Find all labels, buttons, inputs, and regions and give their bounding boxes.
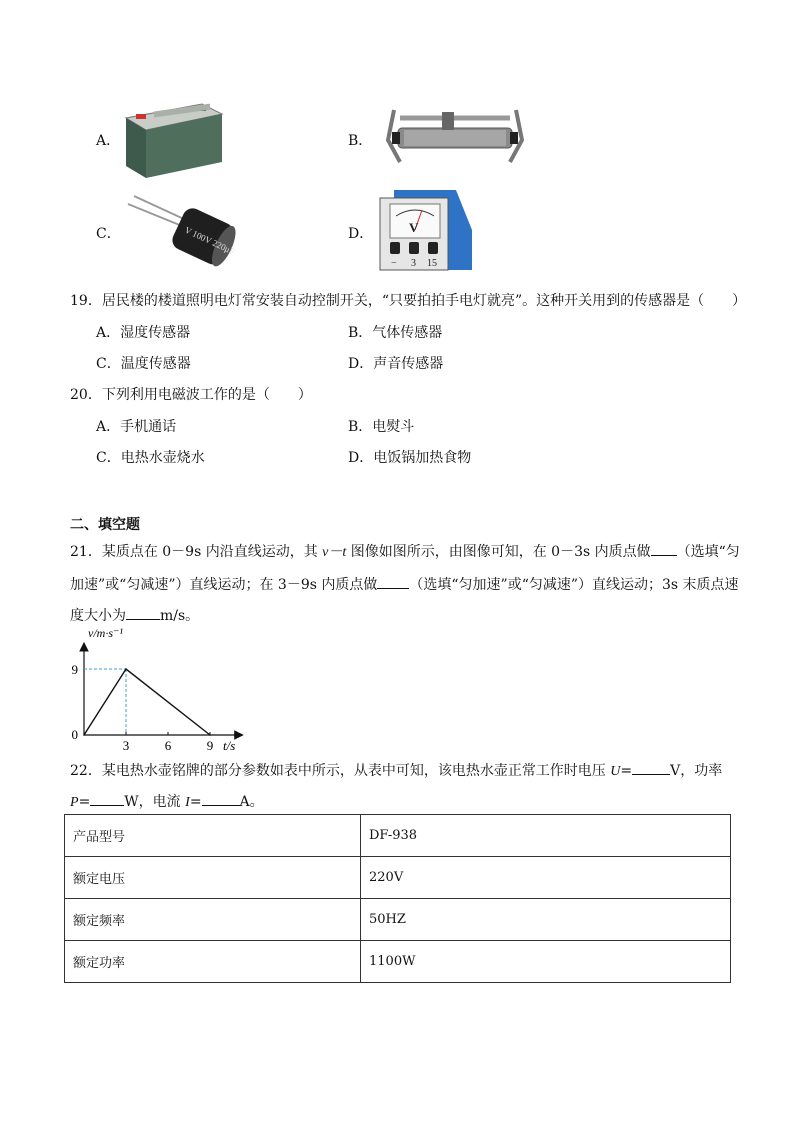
table-cell-value: 50HZ — [361, 899, 731, 941]
q21-line-3 — [70, 605, 199, 625]
q21-text: （选填“匀 — [676, 544, 740, 560]
q22-text: W，电流 — [124, 794, 186, 810]
q21-var: v－t — [322, 545, 347, 560]
q22-text: = — [78, 794, 91, 810]
q22-text: A。 — [239, 794, 264, 810]
x-tick-label: 3 — [122, 738, 130, 753]
table-row — [65, 815, 731, 857]
q22-text: = — [189, 794, 202, 810]
table-row — [65, 857, 731, 899]
answer-blank[interactable] — [377, 574, 409, 589]
table-cell-label: 额定电压 — [65, 857, 361, 899]
answer-blank[interactable] — [126, 605, 160, 620]
terminal-minus: − — [391, 258, 397, 269]
q22-text: = — [620, 763, 633, 779]
battery-icon — [122, 96, 226, 182]
q22-text: 22．某电热水壶铭牌的部分参数如表中所示，从表中可知，该电热水壶正常工作时电压 — [70, 763, 611, 779]
vt-chart — [66, 624, 246, 756]
table-cell-value: 1100W — [361, 941, 731, 983]
section-title: 二、填空题 — [70, 517, 140, 533]
series-line — [84, 669, 210, 735]
q19-stem: 19．居民楼的楼道照明电灯常安装自动控制开关，“只要拍拍手电灯就亮”。这种开关用到的传感器是（ ） — [70, 293, 747, 309]
q22-text: V，功率 — [670, 763, 723, 779]
terminal-3: 3 — [411, 258, 416, 269]
q19-option-d: D．声音传感器 — [348, 356, 444, 372]
capacitor-marking: V 100V 220μF — [183, 224, 237, 257]
q20-option-c: C．电热水壶烧水 — [96, 450, 205, 466]
y-axis-label: v/m·s⁻¹ — [88, 626, 123, 640]
data-point — [125, 668, 127, 670]
q21-text: 度大小为 — [70, 608, 126, 624]
q19-option-b: B．气体传感器 — [348, 325, 443, 341]
table-cell-label: 额定频率 — [65, 899, 361, 941]
q21-text: 图像如图所示，由图像可知，在 0－3s 内质点做 — [346, 544, 651, 560]
table-row — [65, 899, 731, 941]
option-a-label: A． — [96, 133, 121, 149]
voltmeter-icon — [376, 184, 476, 276]
spec-table — [64, 814, 731, 983]
q22-line-2 — [70, 791, 264, 811]
x-tick-label: 9 — [206, 738, 214, 753]
x-axis-label: t/s — [223, 738, 236, 753]
answer-blank[interactable] — [632, 760, 670, 775]
table-row — [65, 941, 731, 983]
option-d-label: D． — [348, 226, 374, 242]
q20-option-b: B．电熨斗 — [348, 419, 415, 435]
var-p: P — [70, 795, 79, 810]
table-cell-value: DF-938 — [361, 815, 731, 857]
q19-option-a: A．湿度传感器 — [96, 325, 191, 341]
y-tick-label: 9 — [71, 662, 78, 678]
q20-option-a: A．手机通话 — [96, 419, 177, 435]
answer-blank[interactable] — [90, 791, 124, 806]
var-u: U — [610, 764, 621, 779]
capacitor-icon — [122, 192, 237, 272]
origin-label: 0 — [71, 727, 78, 742]
x-tick-label: 6 — [164, 738, 172, 753]
rheostat-icon — [380, 100, 530, 170]
q22-line-1 — [70, 760, 722, 780]
terminal-15: 15 — [427, 258, 437, 269]
q21-text: 21．某质点在 0－9s 内沿直线运动，其 — [70, 544, 323, 560]
q20-option-d: D．电饭锅加热食物 — [348, 450, 472, 466]
table-cell-label: 额定功率 — [65, 941, 361, 983]
var-i: I — [185, 795, 190, 810]
meter-label: V — [409, 220, 419, 235]
answer-blank[interactable] — [651, 541, 677, 556]
table-cell-label: 产品型号 — [65, 815, 361, 857]
q21-text: m/s。 — [160, 608, 200, 624]
option-b-label: B． — [348, 133, 373, 149]
q21-text: （选填“匀加速”或“匀减速”）直线运动；3s 末质点速 — [409, 577, 739, 593]
q21-text: 加速”或“匀减速”）直线运动；在 3－9s 内质点做 — [70, 577, 378, 593]
table-cell-value: 220V — [361, 857, 731, 899]
q20-stem: 20．下列利用电磁波工作的是（ ） — [70, 387, 312, 403]
option-c-label: C． — [96, 226, 121, 242]
data-point — [83, 734, 85, 736]
q19-option-c: C．温度传感器 — [96, 356, 191, 372]
answer-blank[interactable] — [202, 791, 240, 806]
q21-line-2 — [70, 574, 739, 594]
q21-line-1 — [70, 541, 740, 561]
